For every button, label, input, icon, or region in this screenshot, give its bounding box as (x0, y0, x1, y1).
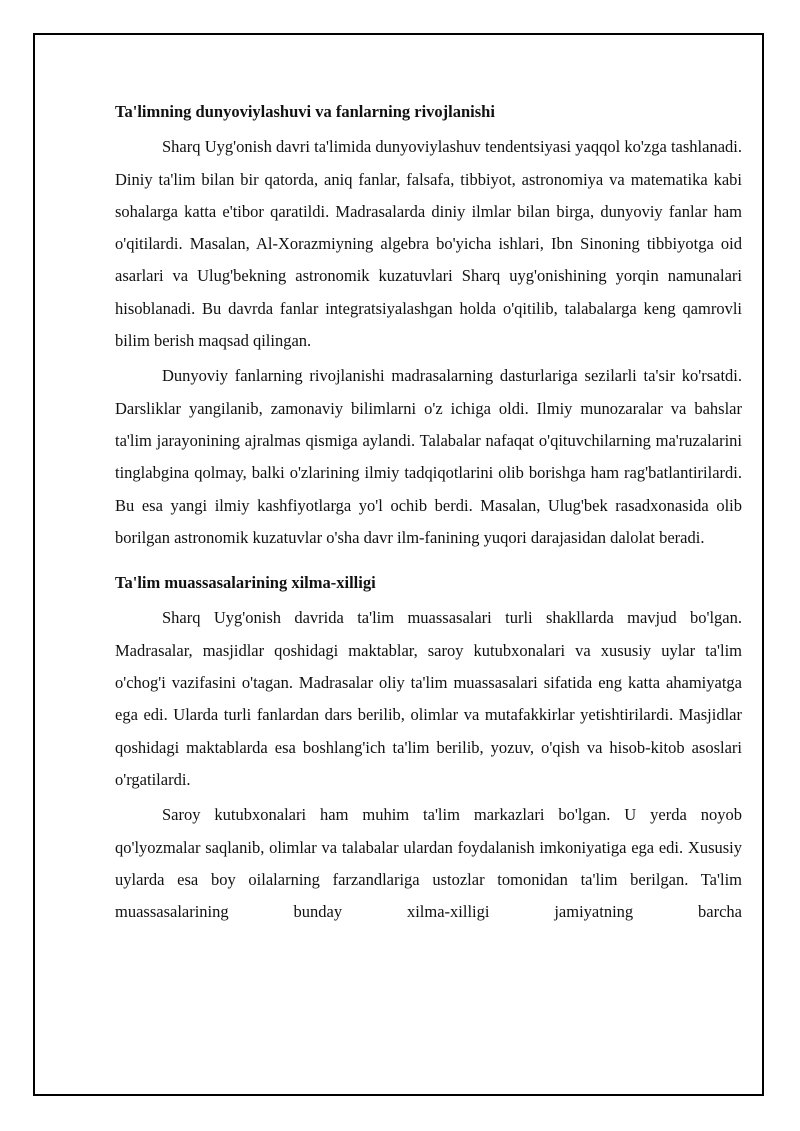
paragraph: Saroy kutubxonalari ham muhim ta'lim markazlari bo'lgan. U yerda noyob qo'lyozmalar saqlanib, olimlar va talabalar ulardan foydalanish imkoniyatiga ega edi. Xususiy uylarda esa boy oilalarning farzandlariga ustozlar tomonidan ta'lim berilgan. Ta'lim muassasalarining bunday xilma-xilligi jamiyatning barcha (115, 805, 742, 922)
section-heading: Ta'limning dunyoviylashuvi va fanlarning rivojlanishi (115, 102, 495, 121)
paragraph: Sharq Uyg'onish davri ta'limida dunyoviylashuv tendentsiyasi yaqqol ko'zga tashlanadi. Diniy ta'lim bilan bir qatorda, aniq fanlar, falsafa, tibbiyot, astronomiya va matematika kabi sohalarga katta e'tibor qaratildi. Madrasalarda diniy ilmlar bilan birga, dunyoviy fanlar ham o'qitilardi. Masalan, Al-Xorazmiyning algebra bo'yicha ishlari, Ibn Sinoning tibbiyotga oid asarlari va Ulug'bekning astronomik kuzatuvlari Sharq uyg'onishining yorqin namunalari hisoblanadi. Bu davrda fanlar integratsiyalashgan holda o'qitilib, talabalarga keng qamrovli bilim berish maqsad qilingan. (115, 137, 742, 351)
document-body (115, 96, 742, 928)
section-heading: Ta'lim muassasalarining xilma-xilligi (115, 573, 376, 593)
paragraph: Dunyoviy fanlarning rivojlanishi madrasalarning dasturlariga sezilarli ta'sir ko'rsatdi. Darsliklar yangilanib, zamonaviy bilimlarni o'z ichiga oldi. Ilmiy munozaralar va bahslar ta'lim jarayonining ajralmas qismiga aylandi. Talabalar nafaqat o'qituvchilarning ma'ruzalarini tinglabgina qolmay, balki o'zlarining ilmiy tadqiqotlarini olib borishga ham rag'batlantirilardi. Bu esa yangi ilmiy kashfiyotlarga yo'l ochib berdi. Masalan, Ulug'bek rasadxonasida olib borilgan astronomik kuzatuvlar o'sha davr ilm-fanining yuqori darajasidan dalolat beradi. (115, 366, 742, 547)
paragraph: Sharq Uyg'onish davrida ta'lim muassasalari turli shakllarda mavjud bo'lgan. Madrasalar, masjidlar qoshidagi maktablar, saroy kutubxonalari va xususiy uylar ta'lim o'chog'i vazifasini o'tagan. Madrasalar oliy ta'lim muassasalari sifatida eng katta ahamiyatga ega edi. Ularda turli fanlardan dars berilib, olimlar va mutafakkirlar yetishtirilardi. Masjidlar qoshidagi maktablarda esa boshlang'ich ta'lim berilib, yozuv, o'qish va hisob-kitob asoslari o'rgatilardi. (115, 608, 742, 789)
